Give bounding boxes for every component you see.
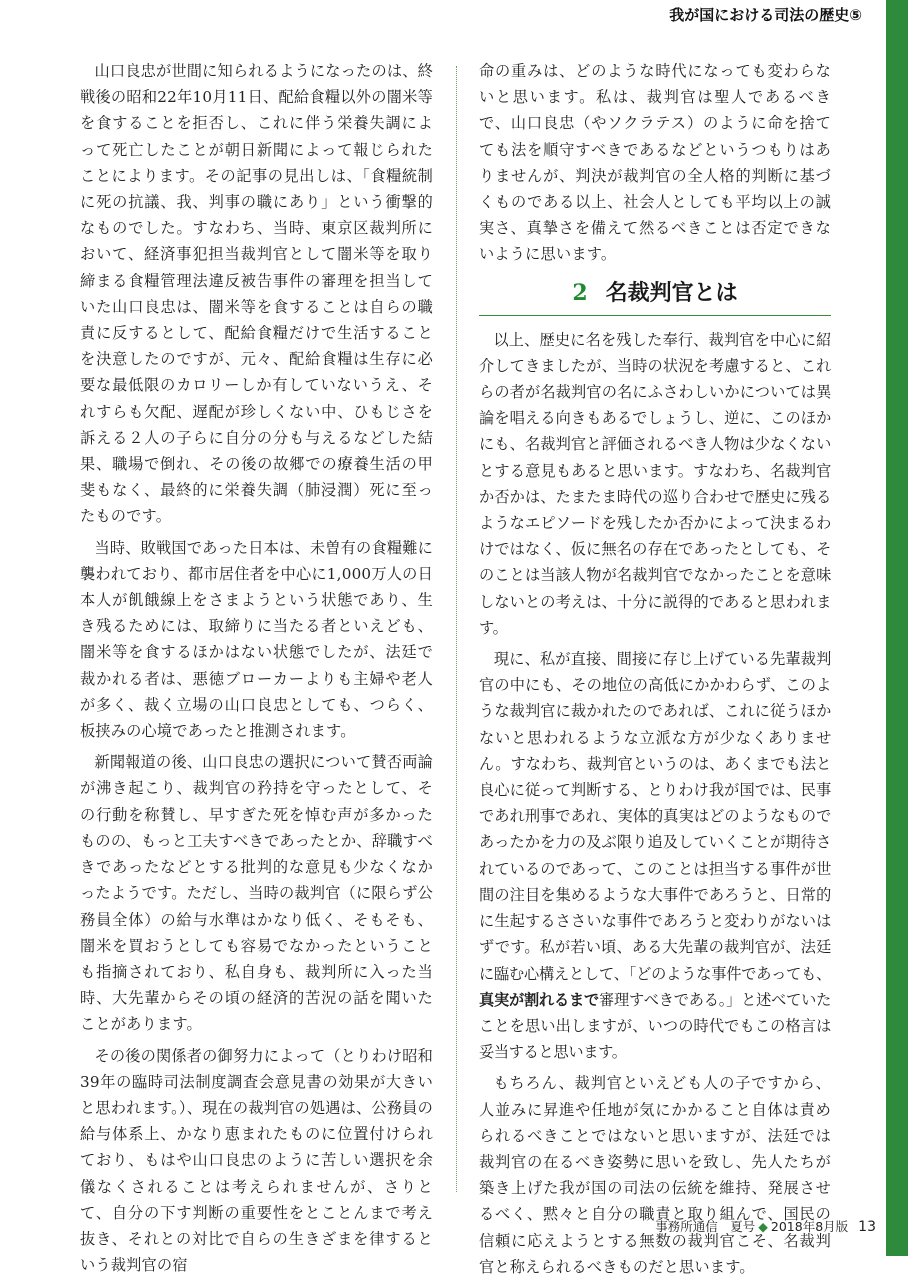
footer-date: 2018年8月版 bbox=[770, 1219, 849, 1234]
footer-publication: 事務所通信 夏号 bbox=[655, 1219, 756, 1234]
quote-start: 「どのような事件であっても、 bbox=[628, 964, 831, 983]
body-paragraph: 当時、敗戦国であった日本は、未曽有の食糧難に襲われており、都市居住者を中心に1,000万人の日本人が飢餓線上をさまようという状態であり、生き残るためには、取締りに当たる者といえども、闇米等を食するほかはない状態でしたが、法廷で裁かれる者は、悪徳ブローカーよりも主婦や老人が多く、裁く立場の山口良忠としても、つらく、板挟みの心境であったと推測されます。 bbox=[80, 538, 433, 741]
left-column bbox=[80, 58, 433, 1283]
section-title: 名裁判官とは bbox=[605, 279, 738, 306]
column-divider bbox=[456, 66, 457, 1192]
page-footer bbox=[655, 1217, 876, 1235]
continued-paragraph: 命の重みは、どのような時代になっても変わらないと思います。私は、裁判官は聖人であるべきで、山口良忠（やソクラテス）のように命を捨てても法を順守すべきであるなどというつもりはありませんが、判決が裁判官の全人格的判断に基づくものである以上、社会人としても平均以上の誠実さ、真摯さを備えて然るべきことは否定できないように思います。 bbox=[479, 62, 831, 264]
section-heading bbox=[479, 275, 831, 316]
body-paragraph: その後の関係者の御努力によって（とりわけ昭和39年の臨時司法制度調査会意見書の効果が大きいと思われます。）、現在の裁判官の処遇は、公務員の給与体系上、かなり恵まれたものに位置付けられており、もはや山口良忠のように苦しい選択を余儀なくされることは考えられませんが、さりとて、自分の下す判断の重要性をとことんまで考え抜き、それとの対比で自らの生きざまを律するという裁判官の宿 bbox=[80, 1046, 433, 1275]
footer-diamond-icon: ◆ bbox=[758, 1219, 768, 1234]
body-paragraph: 以上、歴史に名を残した奉行、裁判官を中心に紹介してきましたが、当時の状況を考慮すると、これらの者が名裁判官の名にふさわしいかについては異論を唱える向きもあるでしょうし、逆に、このほかにも、名裁判官と評価されるべき人物は少なくないとする意見もあると思います。すなわち、名裁判官か否かは、たまたま時代の巡り合わせで歴史に残るようなエピソードを残したか否かによって決まるわけではなく、仮に無名の存在であったとしても、そのことは当該人物が名裁判官でなかったことを意味しないとの考えは、十分に説得的であると思われます。 bbox=[479, 330, 831, 637]
quote-end: 審理すべきである。」と述べていたことを思い出しますが、いつの時代でもこの格言は妥当すると思います。 bbox=[479, 990, 832, 1062]
quote-emphasis: 真実が割れるまで bbox=[479, 990, 600, 1009]
body-paragraph: 山口良忠が世間に知られるようになったのは、終戦後の昭和22年10月11日、配給食糧以外の闇米等を食することを拒否し、これに伴う栄養失調によって死亡したことが朝日新聞によって報じられたことによります。その記事の見出しは、「食糧統制に死の抗議、我、判事の職にあり」という衝撃的なものでした。すなわち、当時、東京区裁判所において、経済事犯担当裁判官として闇米等を取り締まる食糧管理法違反被告事件の審理を担当していた山口良忠は、闇米等を食することは自らの職責に反するとして、配給食糧だけで生活することを決意したのですが、元々、配給食糧は生存に必要な最低限のカロリーしか有していないうえ、それすらも欠配、遅配が珍しくない中、ひもじさを訴える２人の子らに自分の分も与えるなどした結果、職場で倒れ、その後の故郷での療養生活の甲斐もなく、最終的に栄養失調（肺浸潤）死に至ったものです。 bbox=[80, 62, 433, 526]
body-paragraph: 新聞報道の後、山口良忠の選択について賛否両論が沸き起こり、裁判官の矜持を守ったとして、その行動を称賛し、早すぎた死を悼む声が多かったものの、もっと工夫すべきであったとか、辞職すべきであったなどとする批判的な意見も少なくなかったようです。ただし、当時の裁判官（に限らず公務員全体）の給与水準はかなり低く、そもそも、闇米を買おうとしても容易でなかったということも指摘されており、私自身も、裁判所に入った当時、大先輩からその頃の経済的苦況の話を聞いたことがあります。 bbox=[80, 753, 433, 1034]
body-paragraph: もちろん、裁判官といえども人の子ですから、人並みに昇進や任地が気にかかること自体は責められるべきことではないと思いますが、法廷では裁判官の在るべき姿勢に思いを致し、先人たちが築き上げた我が国の司法の伝統を維持、発展させるべく、黙々と自分の職責と取り組んで、国民の信頼に応えようとする無数の裁判官こそ、名裁判官と称えられるべきものだと思います。 bbox=[479, 1074, 831, 1276]
running-header-title: 我が国における司法の歴史⑤ bbox=[669, 6, 862, 24]
page-edge-green-bar bbox=[886, 0, 908, 1256]
paragraph-text: 現に、私が直接、間接に存じ上げている先輩裁判官の中にも、その地位の高低にかかわらず、このような裁判官に裁かれたのであれば、これに従うほかないと思われるような立派な方が少なくありません。すなわち、裁判官というのは、あくまでも法と良心に従って判断する、とりわけ我が国では、民事であれ刑事であれ、実体的真実はどのようなものであったかを力の及ぶ限り追及していくことが期待されているのであって、このことは担当する事件が世間の注目を集めるような大事件であろうと、日常的に生起するささいな事件であろうと変わりがないはずです。私が若い頃、ある大先輩の裁判官が、法廷に臨む心構えとして、 bbox=[479, 650, 831, 983]
section-number: 2 bbox=[572, 279, 588, 306]
page-number: 13 bbox=[858, 1219, 876, 1235]
right-column bbox=[479, 58, 831, 1285]
body-paragraph-with-quote bbox=[479, 646, 831, 1065]
